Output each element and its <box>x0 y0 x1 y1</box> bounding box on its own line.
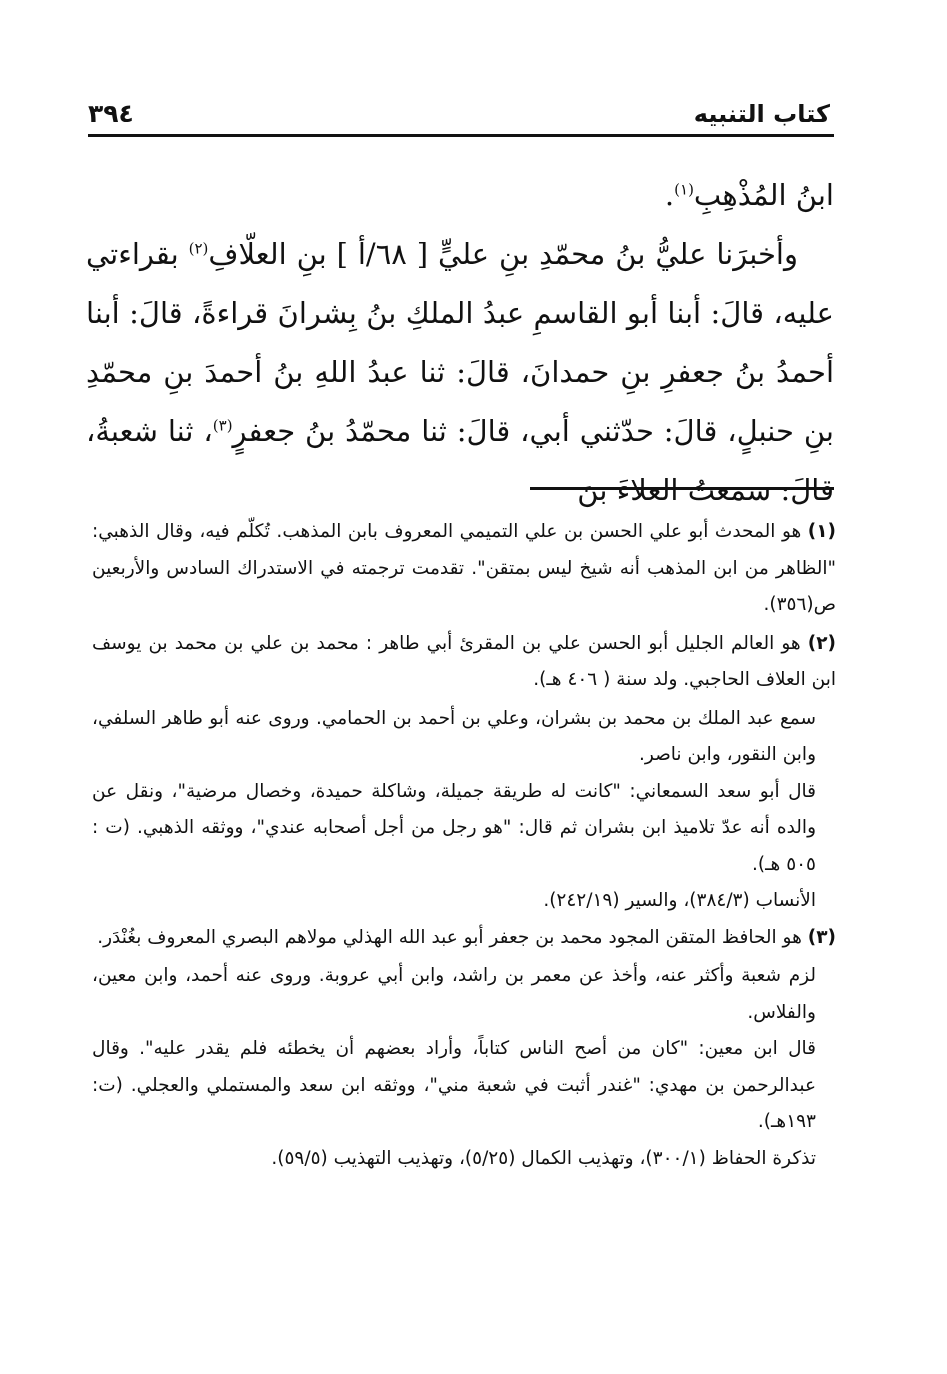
footnote-3-para-3: قال ابن معين: "كان من أصح الناس كتاباً، وأراد بعضهم أن يخطئه فلم يقدر عليه". وقال عبدالرحمن بن مهدي: "غندر أثبت في شعبة مني"، ووثقه ابن سعد والمستملي والعجلي. (ت: ١٩٣هـ). <box>92 1038 816 1132</box>
footnote-text: هو المحدث أبو علي الحسن بن علي التميمي المعروف بابن المذهب. تُكلّم فيه، وقال الذهبي: "الظاهر من ابن المذهب أنه شيخ ليس بمتقن". تقدمت ترجمته في الاستدراك السادس والأربعين ص(٣٥٦). <box>92 521 836 615</box>
footnote-number: (١) <box>807 521 836 542</box>
footnote-number: (٢) <box>807 632 836 654</box>
footnote-1 <box>92 514 836 624</box>
footnote-2-para-2: سمع عبد الملك بن محمد بن بشران، وعلي بن أحمد بن الحمامي. وروى عنه أبو طاهر السلفي، وابن النقور، وابن ناصر. <box>92 707 816 765</box>
footnote-2-para-3: قال أبو سعد السمعاني: "كانت له طريقة جميلة، وشاكلة حميدة، وخصال مرضية"، ونقل عن والده أنه عدّ تلاميذ ابن بشران ثم قال: "هو رجل من أجل أصحابه عندي"، ووثقه الذهبي. (ت : ٥٠٥ هـ). <box>92 780 816 875</box>
footnote-number: (٣) <box>807 926 836 948</box>
footnote-ref-2: (٢) <box>188 239 209 258</box>
footnote-3 <box>92 920 836 957</box>
footnote-text: هو الحافظ المتقن المجود محمد بن جعفر أبو عبد الله الهذلي مولاهم البصري المعروف بغُنْدَر. <box>97 926 802 948</box>
isnad-part-a: وأخبرَنا عليُّ بنُ محمّدِ بنِ عليٍّ [ ٦٨/أ ] بنِ العلّافِ <box>208 237 798 271</box>
line1-end: . <box>664 178 675 212</box>
main-line-1 <box>86 166 834 225</box>
main-text <box>86 166 834 520</box>
footnote-2 <box>92 626 836 699</box>
footnote-separator <box>530 487 834 490</box>
footnotes <box>92 514 836 1177</box>
isnad-part-c: ، ثنا شعبةُ، قالَ: سمعتُ العلاءَ بنَ <box>86 414 834 507</box>
isnad-part-b: بقراءتي عليه، قالَ: أبنا أبو القاسمِ عبدُ الملكِ بنُ بِشرانَ قراءةً، قالَ: أبنا أحمدُ بنُ جعفرِ بنِ حمدانَ، قالَ: ثنا عبدُ اللهِ بنُ أحمدَ بنِ محمّدِ بنِ حنبلٍ، قالَ: حدّثني أبي، قالَ: ثنا محمّدُ بنُ جعفرٍ <box>86 237 834 448</box>
header-rule <box>88 134 834 137</box>
footnote-2-sources: الأنساب (٣٨٤/٣)، والسير (٢٤٢/١٩). <box>543 890 816 911</box>
footnote-text: هو العالم الجليل أبو الحسن علي بن المقرئ أبي طاهر : محمد بن علي بن محمد بن يوسف ابن العلاف الحاجبي. ولد سنة ( ٤٠٦ هـ). <box>92 632 836 690</box>
footnote-3-para-2: لزم شعبة وأكثر عنه، وأخذ عن معمر بن راشد، وابن أبي عروبة. وروى عنه أحمد، وابن معين، والفلاس. <box>92 965 816 1023</box>
footnote-ref-3: (٣) <box>212 416 233 435</box>
page-number: ٣٩٤ <box>88 99 134 128</box>
narrator-name: ابنُ المُذْهِبِ <box>693 178 834 212</box>
book-title: كتاب التنبيه <box>693 100 830 128</box>
footnote-3-sources: تذكرة الحفاظ (٣٠٠/١)، وتهذيب الكمال (٥/٢٥)، وتهذيب التهذيب (٥٩/٥). <box>271 1147 816 1169</box>
page-header <box>88 86 830 128</box>
isnad-paragraph <box>86 225 834 520</box>
footnote-ref-1: (١) <box>674 180 694 199</box>
